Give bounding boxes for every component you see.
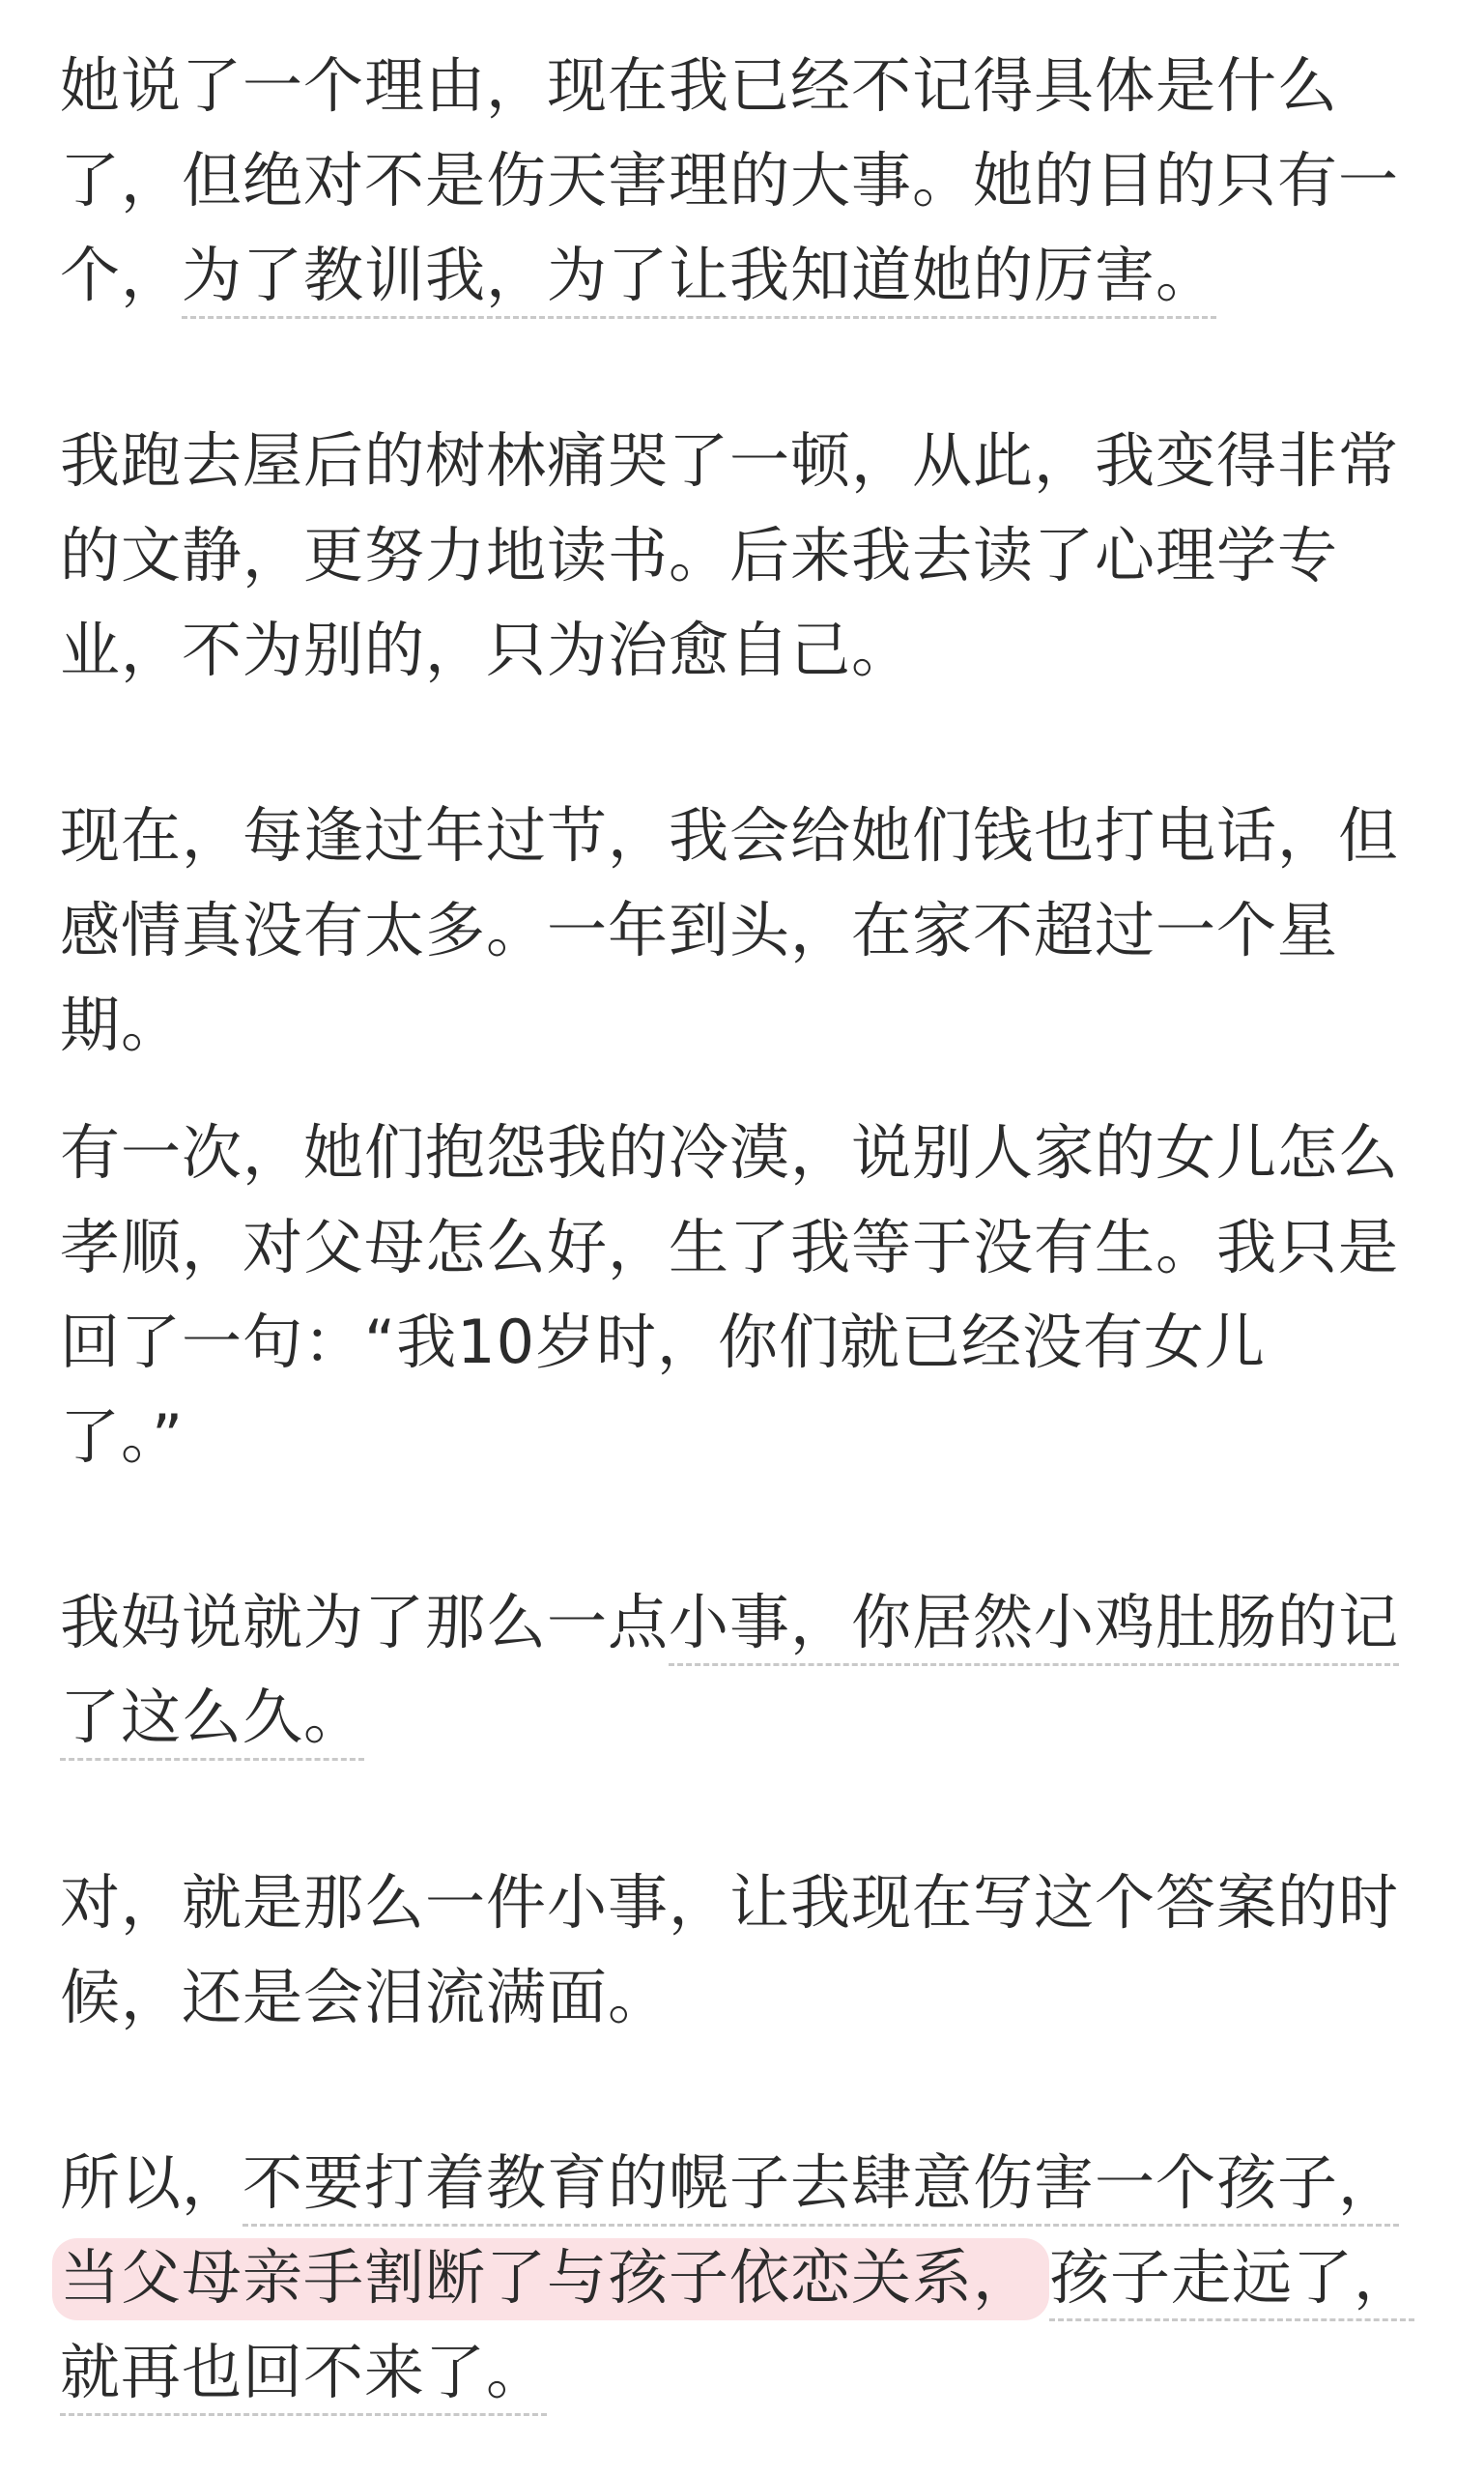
text-line	[60, 2230, 1432, 2325]
text-line: 业，不为别的，只为治愈自己。	[60, 615, 913, 685]
dashed-underline-text[interactable]: 就再也回不来了。	[60, 2337, 547, 2416]
paragraph-3	[60, 789, 1432, 1073]
dashed-underline-text[interactable]: 不要打着教育的幌子去肆意伤害一个孩子，	[243, 2147, 1399, 2227]
article-body	[60, 39, 1432, 2420]
dashed-underline-text[interactable]: 了这么久。	[60, 1682, 364, 1761]
text-line: 对，就是那么一件小事，让我现在写这个答案的时	[60, 1867, 1400, 1938]
text-line: 她说了一个理由，现在我已经不记得具体是什么	[60, 50, 1339, 121]
paragraph-5	[60, 1575, 1432, 1765]
text-line	[60, 2325, 1432, 2420]
text-line: 回了一句：“我10岁时，你们就已经没有女儿	[60, 1307, 1267, 1377]
paragraph-7	[60, 2136, 1432, 2420]
text-line: 有一次，她们抱怨我的冷漠，说别人家的女儿怎么	[60, 1117, 1400, 1188]
text-line: 孝顺，对父母怎么好，生了我等于没有生。我只是	[60, 1212, 1400, 1282]
text-line: 了。”	[60, 1401, 185, 1472]
text-line	[60, 228, 1432, 323]
dashed-underline-text[interactable]: 小事，你居然小鸡肚肠的记	[669, 1587, 1399, 1666]
text-line: 候，还是会泪流满面。	[60, 1962, 670, 2032]
text-fragment: 个，	[60, 240, 183, 310]
dashed-underline-text[interactable]: 孩子走远了，	[1049, 2242, 1414, 2321]
text-line	[60, 1670, 1432, 1765]
highlighted-text[interactable]: 当父母亲手割断了与孩子依恋关系，	[52, 2238, 1049, 2320]
paragraph-4	[60, 1106, 1432, 1484]
text-line: 的文静，更努力地读书。后来我去读了心理学专	[60, 520, 1339, 590]
text-fragment: 所以，	[60, 2147, 243, 2218]
text-fragment: 我妈说就为了那么一点	[60, 1587, 670, 1657]
paragraph-2	[60, 414, 1432, 698]
paragraph-1	[60, 39, 1432, 323]
text-line	[60, 2136, 1432, 2230]
dashed-underline-text[interactable]: 为了教训我，为了让我知道她的厉害。	[182, 240, 1216, 319]
text-line: 现在，每逢过年过节，我会给她们钱也打电话，但	[60, 800, 1400, 871]
text-line: 感情真没有太多。一年到头，在家不超过一个星	[60, 895, 1339, 965]
paragraph-6	[60, 1856, 1432, 2045]
text-line: 期。	[60, 990, 183, 1060]
text-line	[60, 1575, 1432, 1670]
text-line: 了，但绝对不是伤天害理的大事。她的目的只有一	[60, 145, 1400, 216]
text-line: 我跑去屋后的树林痛哭了一顿，从此，我变得非常	[60, 425, 1400, 496]
